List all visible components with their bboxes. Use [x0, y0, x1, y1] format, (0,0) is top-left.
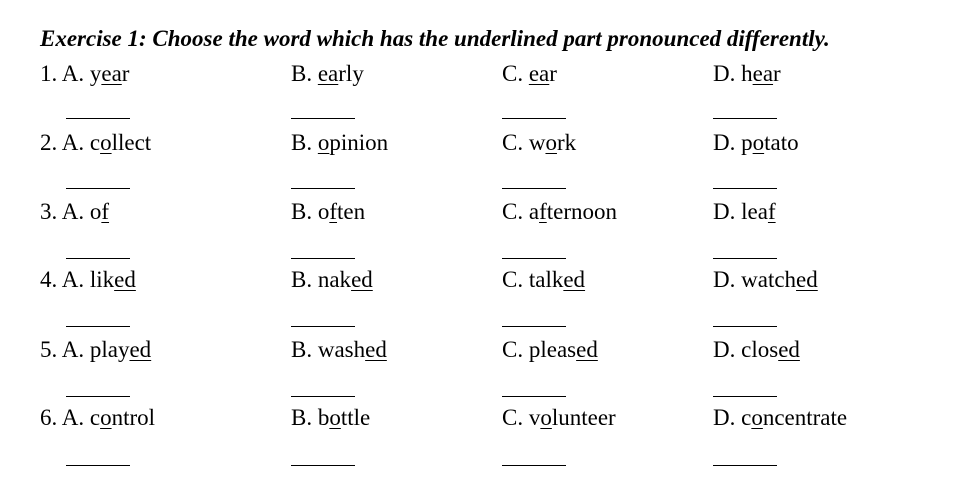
- option-letter: B.: [291, 405, 313, 430]
- underlined-part: o: [317, 130, 330, 155]
- answer-option-a: [40, 337, 151, 363]
- word-part: play: [89, 337, 130, 362]
- word-part: llect: [111, 130, 152, 155]
- answer-blank-line: [713, 258, 777, 259]
- answer-option-a: [40, 405, 155, 431]
- underlined-part: o: [751, 405, 763, 430]
- answer-blank-line: [502, 326, 566, 327]
- underlined-part: ed: [576, 337, 598, 362]
- answer-blank-line: [502, 258, 566, 259]
- word-part: o: [317, 199, 330, 224]
- word-part: r: [549, 61, 557, 86]
- underlined-part: ed: [351, 267, 373, 292]
- word-part: c: [89, 405, 101, 430]
- answer-option-d: [713, 337, 800, 363]
- answer-option-d: [713, 267, 818, 293]
- underlined-part: ea: [101, 61, 122, 86]
- question-row: [0, 267, 971, 307]
- option-letter: D.: [713, 199, 736, 224]
- option-letter: B.: [291, 61, 313, 86]
- word-part: r: [121, 61, 130, 86]
- answer-option-b: [291, 61, 364, 87]
- answer-blank-line: [713, 188, 777, 189]
- word-part: nak: [317, 267, 352, 292]
- option-letter: C.: [502, 130, 524, 155]
- option-letter: A.: [61, 337, 85, 362]
- option-letter: D.: [713, 405, 736, 430]
- answer-option-b: [291, 199, 365, 225]
- option-letter: A.: [61, 199, 85, 224]
- option-letter: A.: [61, 405, 85, 430]
- underlined-part: ed: [365, 337, 387, 362]
- answer-blank-line: [713, 396, 777, 397]
- underlined-part: o: [329, 405, 341, 430]
- answer-blank-line: [291, 396, 355, 397]
- answer-blank-line: [291, 118, 355, 119]
- answer-blank-line: [291, 326, 355, 327]
- option-letter: A.: [61, 267, 85, 292]
- word-part: v: [528, 405, 541, 430]
- answer-option-b: [291, 337, 387, 363]
- underlined-part: f: [101, 199, 110, 224]
- answer-option-a: [40, 130, 151, 156]
- answer-blank-line: [66, 465, 130, 466]
- answer-option-d: [713, 199, 776, 225]
- option-letter: C.: [502, 199, 524, 224]
- option-letter: D.: [713, 267, 736, 292]
- word-part: tato: [764, 130, 799, 155]
- underlined-part: ed: [563, 267, 586, 292]
- underlined-part: ed: [796, 267, 818, 292]
- answer-blank-line: [66, 258, 130, 259]
- answer-option-c: [502, 405, 616, 431]
- underlined-part: ed: [778, 337, 800, 362]
- word-part: ternoon: [546, 199, 617, 224]
- word-part: lik: [89, 267, 115, 292]
- word-part: o: [89, 199, 102, 224]
- underlined-part: ea: [528, 61, 550, 86]
- answer-option-a: [40, 61, 129, 87]
- option-letter: D.: [713, 337, 736, 362]
- answer-option-b: [291, 405, 370, 431]
- answer-blank-line: [291, 465, 355, 466]
- word-part: ntrol: [111, 405, 156, 430]
- word-part: wash: [317, 337, 366, 362]
- answer-option-c: [502, 267, 585, 293]
- word-part: r: [773, 61, 781, 86]
- underlined-part: ed: [129, 337, 152, 362]
- answer-option-d: [713, 130, 799, 156]
- underlined-part: o: [100, 405, 112, 430]
- option-letter: B.: [291, 337, 313, 362]
- word-part: b: [317, 405, 330, 430]
- question-row: [0, 337, 971, 377]
- underlined-part: o: [540, 405, 552, 430]
- underlined-part: ea: [752, 61, 774, 86]
- word-part: p: [741, 130, 753, 155]
- option-letter: C.: [502, 337, 524, 362]
- question-number: 2.: [40, 130, 58, 155]
- word-part: c: [89, 130, 101, 155]
- answer-option-c: [502, 199, 617, 225]
- question-number: 5.: [40, 337, 58, 362]
- option-letter: D.: [713, 61, 736, 86]
- answer-option-b: [291, 130, 388, 156]
- word-part: pinion: [329, 130, 389, 155]
- question-number: 1.: [40, 61, 58, 86]
- answer-blank-line: [291, 258, 355, 259]
- word-part: y: [89, 61, 102, 86]
- word-part: ten: [337, 199, 366, 224]
- option-letter: D.: [713, 130, 736, 155]
- answer-option-d: [713, 405, 847, 431]
- underlined-part: f: [767, 199, 776, 224]
- word-part: rly: [338, 61, 364, 86]
- word-part: a: [528, 199, 540, 224]
- word-part: lunteer: [551, 405, 616, 430]
- answer-option-a: [40, 267, 136, 293]
- word-part: ttle: [340, 405, 371, 430]
- word-part: rk: [556, 130, 577, 155]
- answer-option-b: [291, 267, 373, 293]
- question-row: [0, 405, 971, 445]
- underlined-part: ea: [317, 61, 339, 86]
- answer-blank-line: [502, 465, 566, 466]
- word-part: talk: [528, 267, 564, 292]
- answer-option-c: [502, 61, 557, 87]
- exercise-title: Exercise 1: Choose the word which has the underlined part pronounced differently.: [40, 26, 830, 51]
- word-part: watch: [741, 267, 797, 292]
- underlined-part: o: [545, 130, 557, 155]
- option-letter: A.: [61, 61, 85, 86]
- option-letter: B.: [291, 130, 313, 155]
- answer-blank-line: [713, 326, 777, 327]
- answer-blank-line: [502, 188, 566, 189]
- underlined-part: o: [752, 130, 765, 155]
- answer-option-c: [502, 130, 576, 156]
- question-row: [0, 130, 971, 170]
- answer-blank-line: [66, 188, 130, 189]
- option-letter: C.: [502, 405, 524, 430]
- underlined-part: ed: [114, 267, 136, 292]
- answer-blank-line: [291, 188, 355, 189]
- option-letter: B.: [291, 267, 313, 292]
- answer-blank-line: [66, 396, 130, 397]
- underlined-part: o: [100, 130, 112, 155]
- answer-blank-line: [66, 118, 130, 119]
- question-row: [0, 199, 971, 239]
- answer-option-a: [40, 199, 109, 225]
- option-letter: C.: [502, 61, 524, 86]
- option-letter: A.: [61, 130, 85, 155]
- underlined-part: f: [539, 199, 547, 224]
- answer-blank-line: [502, 118, 566, 119]
- answer-blank-line: [713, 465, 777, 466]
- question-number: 6.: [40, 405, 58, 430]
- answer-option-d: [713, 61, 781, 87]
- answer-blank-line: [502, 396, 566, 397]
- answer-blank-line: [66, 326, 130, 327]
- option-letter: C.: [502, 267, 524, 292]
- word-part: lea: [741, 199, 768, 224]
- question-number: 3.: [40, 199, 58, 224]
- answer-blank-line: [713, 118, 777, 119]
- underlined-part: f: [329, 199, 338, 224]
- word-part: w: [528, 130, 546, 155]
- question-row: [0, 61, 971, 101]
- word-part: clos: [741, 337, 779, 362]
- word-part: pleas: [528, 337, 577, 362]
- answer-option-c: [502, 337, 598, 363]
- word-part: ncentrate: [762, 405, 848, 430]
- word-part: c: [741, 405, 752, 430]
- question-number: 4.: [40, 267, 58, 292]
- option-letter: B.: [291, 199, 313, 224]
- word-part: h: [741, 61, 753, 86]
